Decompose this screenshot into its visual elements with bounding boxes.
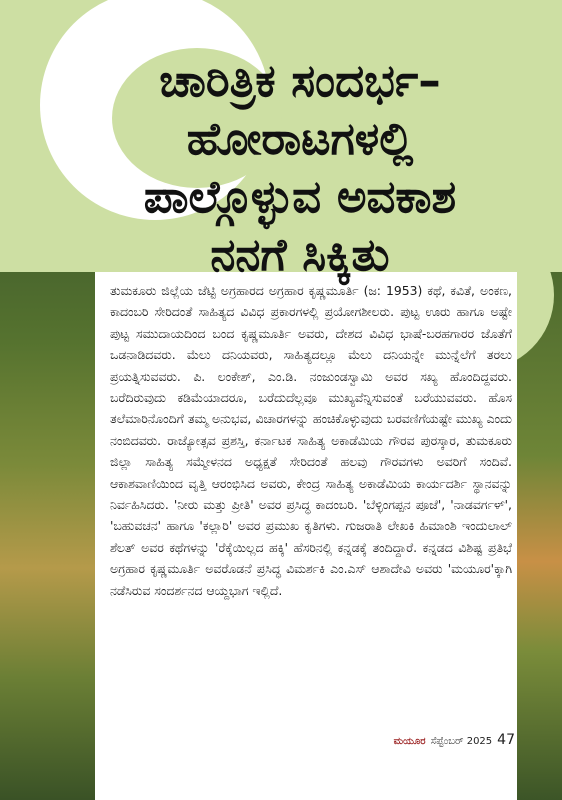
- page-title: ಚಾರಿತ್ರಿಕ ಸಂದರ್ಭ–ಹೋರಾಟಗಳಲ್ಲಿ ಪಾಲ್ಗೊಳ್ಳುವ ಅವಕಾಶ ನನಗೆ ಸಿಕ್ಕಿತು: [143, 54, 457, 281]
- magazine-logo: ಮಯೂರ: [393, 736, 426, 747]
- foliage-photo-left: [0, 190, 95, 800]
- page-footer: [394, 732, 515, 752]
- page-number: 47: [497, 732, 515, 748]
- article-body: ತುಮಕೂರು ಜಿಲ್ಲೆಯ ಜೆಟ್ಟಿ ಅಗ್ರಹಾರದ ಅಗ್ರಹಾರ ಕೃಷ್ಣಮೂರ್ತಿ (ಜ: 1953) ಕಥೆ, ಕವಿತೆ, ಅಂಕಣ, ಕಾದಂಬರಿ ಸೇರಿದಂತೆ ಸಾಹಿತ್ಯದ ವಿವಿಧ ಪ್ರಕಾರಗಳಲ್ಲಿ ಪ್ರಯೋಗಶೀಲರು. ಪುಟ್ಟ ಊರು ಹಾಗೂ ಅಷ್ಟೇ ಪುಟ್ಟ ಸಮುದಾಯದಿಂದ ಬಂದ ಕೃಷ್ಣಮೂರ್ತಿ ಅವರು, ದೇಶದ ವಿವಿಧ ಭಾಷೆ-ಬರಹಗಾರರ ಜೊತೆಗೆ ಒಡನಾಡಿದವರು. ಮೆಲು ದನಿಯವರು, ಸಾಹಿತ್ಯದಲ್ಲೂ ಮೆಲು ದನಿಯನ್ನೇ ಮುನ್ನೆಲೆಗೆ ತರಲು ಪ್ರಯತ್ನಿಸುವವರು. ಪಿ. ಲಂಕೇಶ್, ಎಂ.ಡಿ. ನಂಜುಂಡಸ್ವಾಮಿ ಅವರ ಸಖ್ಯ ಹೊಂದಿದ್ದವರು. ಬರೆದಿರುವುದು ಕಡಿಮೆಯಾದರೂ, ಬರೆದುದೆಲ್ಲವೂ ಮುಖ್ಯವೆನ್ನಿಸುವಂತೆ ಬರೆಯುವವರು. ಹೊಸ ತಲೆಮಾರಿನೊಂದಿಗೆ ತಮ್ಮ ಅನುಭವ, ವಿಚಾರಗಳನ್ನು ಹಂಚಿಕೊಳ್ಳುವುದು ಬರವಣಿಗೆಯಷ್ಟೇ ಮುಖ್ಯ ಎಂದು ನಂಬಿದವರು. ರಾಜ್ಯೋತ್ಸವ ಪ್ರಶಸ್ತಿ, ಕರ್ನಾಟಕ ಸಾಹಿತ್ಯ ಅಕಾಡೆಮಿಯ ಗೌರವ ಪುರಸ್ಕಾರ, ತುಮಕೂರು ಜಿಲ್ಲಾ ಸಾಹಿತ್ಯ ಸಮ್ಮೇಳನದ ಅಧ್ಯಕ್ಷತೆ ಸೇರಿದಂತೆ ಹಲವು ಗೌರವಗಳು ಅವರಿಗೆ ಸಂದಿವೆ. ಆಕಾಶವಾಣಿಯಿಂದ ವೃತ್ತಿ ಆರಂಭಿಸಿದ ಅವರು, ಕೇಂದ್ರ ಸಾಹಿತ್ಯ ಅಕಾಡೆಮಿಯ ಕಾರ್ಯದರ್ಶಿ ಸ್ಥಾನವನ್ನು ನಿರ್ವಹಿಸಿದರು. 'ನೀರು ಮತ್ತು ಪ್ರೀತಿ' ಅವರ ಪ್ರಸಿದ್ಧ ಕಾದಂಬರಿ. 'ಬೆಳ್ಳಿಂಗಪ್ಪನ ಪೂಜೆ', 'ನಾಡವರ್ಗಳ್', 'ಬಹುವಚನ' ಹಾಗೂ 'ಕಲ್ಲಾರಿ' ಅವರ ಪ್ರಮುಖ ಕೃತಿಗಳು. ಗುಜರಾತಿ ಲೇಖಕಿ ಹಿಮಾಂಶಿ ಇಂದುಲಾಲ್ ಶೆಲತ್ ಅವರ ಕಥೆಗಳನ್ನು 'ರೆಕ್ಕೆಯಿಲ್ಲದ ಹಕ್ಕಿ' ಹೆಸರಿನಲ್ಲಿ ಕನ್ನಡಕ್ಕೆ ತಂದಿದ್ದಾರೆ. ಕನ್ನಡದ ವಿಶಿಷ್ಟ ಪ್ರತಿಭೆ ಅಗ್ರಹಾರ ಕೃಷ್ಣಮೂರ್ತಿ ಅವರೊಡನೆ ಪ್ರಸಿದ್ಧ ವಿಮರ್ಶಕಿ ಎಂ.ಎಸ್ ಆಶಾದೇವಿ ಅವರು 'ಮಯೂರ'ಕ್ಕಾಗಿ ನಡೆಸಿರುವ ಸಂದರ್ಶನದ ಆಯ್ದಭಾಗ ಇಲ್ಲಿದೆ.: [110, 283, 512, 598]
- issue-date: ಸೆಪ್ಟೆಂಬರ್ 2025: [430, 736, 493, 747]
